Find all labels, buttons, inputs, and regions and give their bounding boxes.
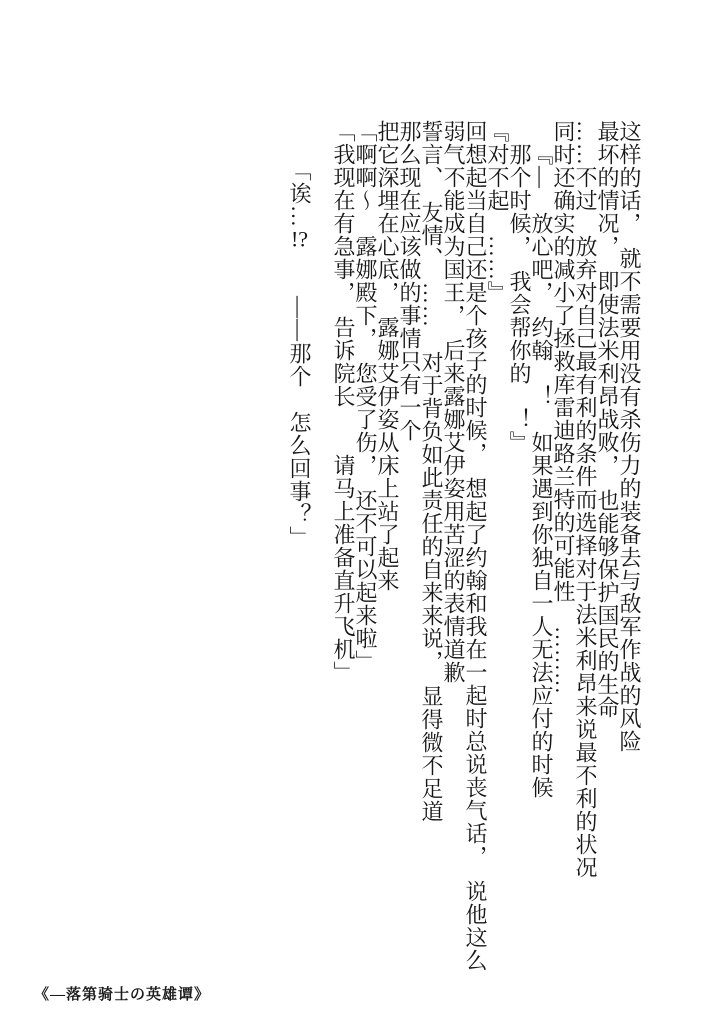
text-line-5: 『― 放心吧， 约翰 ！ 如果遇到你独自一人无法应付的时候: [529, 143, 554, 799]
text-line-15: [266, 120, 332, 1034]
text-line-15-end: ――那个 怎么回事？」: [287, 250, 312, 549]
text-line-11: 那么现在应该做的事情只有一个: [397, 120, 422, 442]
text-line-14: 「我现在有急事， 告诉院长 请马上准备直升飞机」: [331, 120, 356, 684]
exclamation-question-mark: !?: [290, 228, 309, 250]
text-line-10: 誓言、 友情、 …… 对于背负如此责任的自来来说， 显得微不足道: [419, 120, 444, 823]
vertical-text-block: [266, 0, 724, 1034]
text-line-3: ……不过 放弃对自己最有利的条件而选择对于法米利昂来说最不利的状况: [573, 120, 598, 879]
text-line-9: 弱气不能成为国王， 后来露娜艾伊姿用苦涩的表情道歉: [441, 120, 466, 684]
text-line-7: 『对不起 ……』: [485, 120, 510, 304]
text-line-4: 同时还确实的减小了拯救库雷迪路兰特的可能性 ………: [551, 120, 576, 695]
text-line-13: 「啊啊～ 露娜殿下， 您受了伤， 还不可以起来啦」: [353, 120, 378, 673]
text-line-6: 那个时候， 我会帮你的 ！』: [507, 143, 532, 454]
text-line-12: 把它深埋在心底， 露娜艾伊姿从床上站了起来: [375, 120, 400, 592]
book-title-footer: 《—落第骑士の英雄谭》: [34, 987, 211, 1003]
text-line-15-start: 「诶…: [287, 159, 312, 228]
text-line-1: 这样的话， 就不需要用没有杀伤力的装备去与敌军作战的风险: [617, 120, 642, 753]
text-line-8: 回想起当自己还是个孩子的时候， 想起了约翰和我在一起时总说丧气话， 说他这么: [463, 120, 488, 972]
text-line-2: 最坏的情况， 即使法米利昂战败， 也能够保护国民的生命: [595, 120, 620, 719]
